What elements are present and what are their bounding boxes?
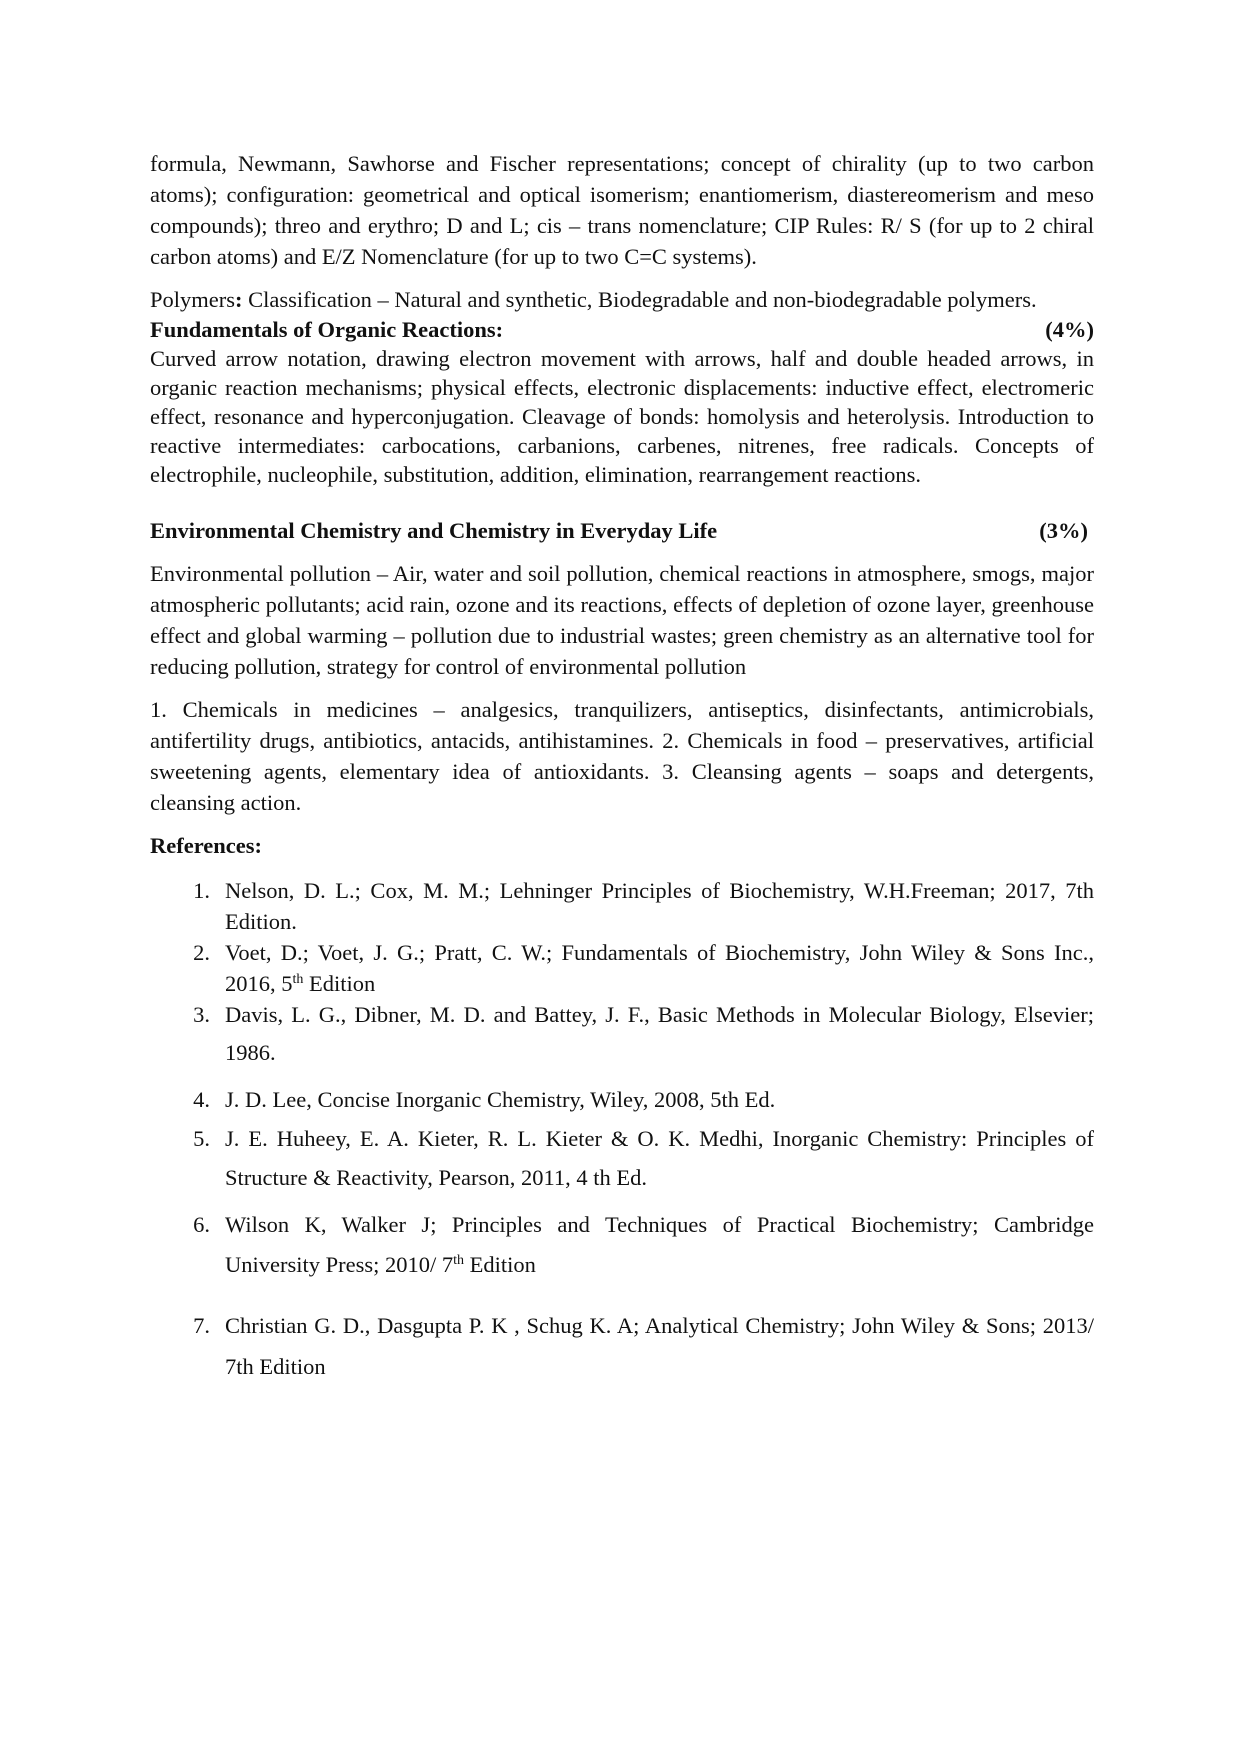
reference-number: 3. xyxy=(193,1002,210,1027)
reference-item-6 xyxy=(150,1205,1094,1285)
environmental-chemistry-weight: (3%) xyxy=(1039,518,1088,543)
polymers-text: Classification – Natural and synthetic, Biodegradable and non-biodegradable polymers. xyxy=(242,287,1037,312)
references-list xyxy=(150,875,1094,1387)
reference-text xyxy=(225,937,1094,999)
references-heading: References: xyxy=(150,833,263,858)
polymers-paragraph xyxy=(150,284,1094,315)
reference-text-suffix: Edition xyxy=(303,971,376,996)
environmental-chemistry-title: Environmental Chemistry and Chemistry in Everyday Life xyxy=(150,518,718,543)
reference-superscript: th xyxy=(453,1253,465,1268)
organic-reactions-paragraph: Curved arrow notation, drawing electron movement with arrows, half and double headed arrows, in organic reaction mechanisms; physical effects, electronic displacements: inductive effect, electromeric effect, resonance and hyperconjugation. Cleavage of bonds: homolysis and heterolysis. Introduction to reactive intermediates: carbocations, carbanions, carbenes, nitrenes, free radicals. Concepts of electrophile, nucleophile, substitution, addition, elimination, rearrangement reactions. xyxy=(150,346,1094,487)
polymers-colon: : xyxy=(235,287,243,312)
reference-text-main: Wilson K, Walker J; Principles and Techniques of Practical Biochemistry; Cambridge University Press; 2010/ 7 xyxy=(225,1212,1094,1277)
reference-item-1 xyxy=(150,875,1094,937)
everyday-chemicals-paragraph: 1. Chemicals in medicines – analgesics, tranquilizers, antiseptics, disinfectants, antimicrobials, antifertility drugs, antibiotics, antacids, antihistamines. 2. Chemicals in food – preservatives, artificial sweetening agents, elementary idea of antioxidants. 3. Cleansing agents – soaps and detergents, cleansing action. xyxy=(150,697,1094,815)
reference-number: 1. xyxy=(193,878,210,903)
reference-text: J. D. Lee, Concise Inorganic Chemistry, Wiley, 2008, 5th Ed. xyxy=(225,1087,776,1112)
reference-item-7 xyxy=(150,1305,1094,1387)
reference-number: 4. xyxy=(193,1087,210,1112)
environmental-chemistry-heading xyxy=(150,515,1094,546)
reference-number: 5. xyxy=(193,1126,210,1151)
reference-item-2 xyxy=(150,937,1094,999)
reference-text-suffix: Edition xyxy=(464,1252,536,1277)
reference-text: J. E. Huheey, E. A. Kieter, R. L. Kieter & O. K. Medhi, Inorganic Chemistry: Principles of Structure & Reactivity, Pearson, 2011, 4 th Ed. xyxy=(225,1126,1094,1190)
reference-number: 6. xyxy=(193,1212,210,1237)
reference-number: 7. xyxy=(193,1313,210,1338)
reference-item-3 xyxy=(150,996,1094,1072)
reference-superscript: th xyxy=(292,972,304,987)
stereochemistry-paragraph: formula, Newmann, Sawhorse and Fischer representations; concept of chirality (up to two carbon atoms); configuration: geometrical and optical isomerism; enantiomerism, diastereomerism and meso compounds); threo and erythro; D and L; cis – trans nomenclature; CIP Rules: R/ S (for up to 2 chiral carbon atoms) and E/Z Nomenclature (for up to two C=C systems). xyxy=(150,151,1094,269)
reference-text: Nelson, D. L.; Cox, M. M.; Lehninger Principles of Biochemistry, W.H.Freeman; 2017, 7th Edition. xyxy=(225,878,1094,934)
reference-item-5 xyxy=(150,1119,1094,1197)
organic-reactions-title: Fundamentals of Organic Reactions: xyxy=(150,317,504,342)
polymers-label: Polymers xyxy=(150,287,236,312)
reference-text: Davis, L. G., Dibner, M. D. and Battey, J. F., Basic Methods in Molecular Biology, Elsevier; 1986. xyxy=(225,1002,1094,1065)
organic-reactions-heading xyxy=(150,315,1094,344)
environmental-pollution-paragraph: Environmental pollution – Air, water and soil pollution, chemical reactions in atmosphere, smogs, major atmospheric pollutants; acid rain, ozone and its reactions, effects of depletion of ozone layer, greenhouse effect and global warming – pollution due to industrial wastes; green chemistry as an alternative tool for reducing pollution, strategy for control of environmental pollution xyxy=(150,561,1094,679)
reference-item-4 xyxy=(150,1084,1094,1115)
reference-text: Christian G. D., Dasgupta P. K , Schug K. A; Analytical Chemistry; John Wiley & Sons; 2013/ 7th Edition xyxy=(225,1313,1094,1379)
reference-text-main: Voet, D.; Voet, J. G.; Pratt, C. W.; Fundamentals of Biochemistry, John Wiley & Sons Inc., 2016, 5 xyxy=(225,940,1094,996)
reference-number: 2. xyxy=(193,940,210,965)
organic-reactions-weight: (4%) xyxy=(1045,317,1094,342)
document-page xyxy=(150,148,1094,1387)
reference-text xyxy=(225,1205,1094,1285)
